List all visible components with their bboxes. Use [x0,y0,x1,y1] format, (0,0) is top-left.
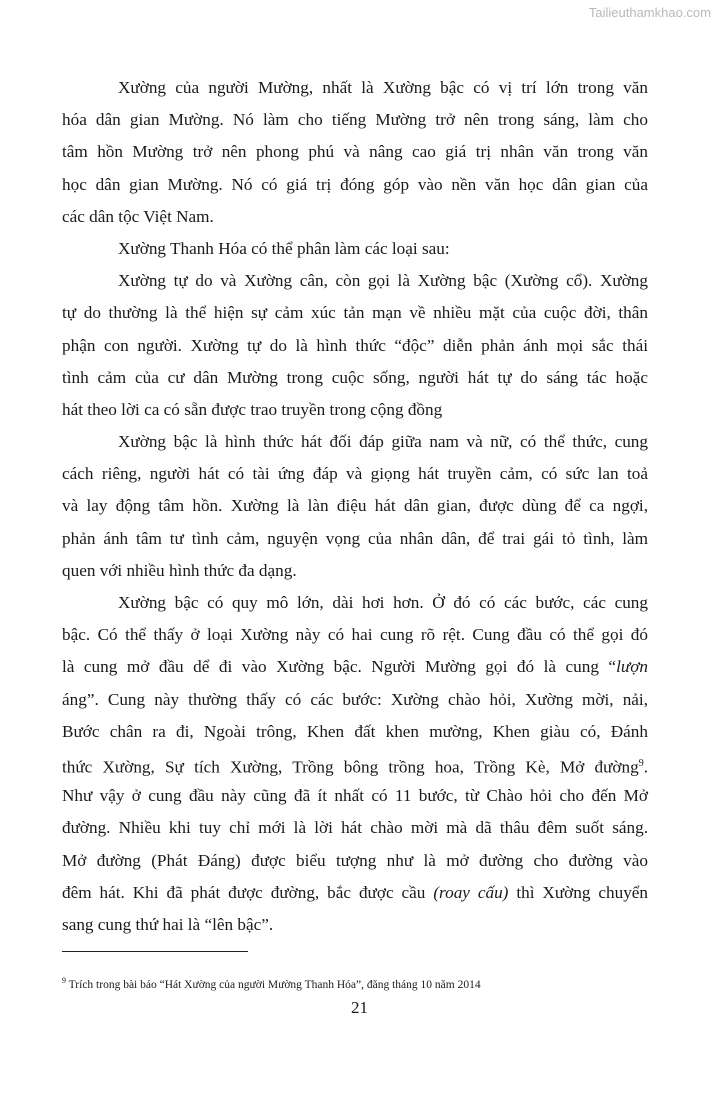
text-line: tự do thường là thể hiện sự cảm xúc tản mạn về nhiều mặt của cuộc đời, thân [62,303,648,323]
text-line: Như vậy ở cung đầu này cũng đã ít nhất có 11 bước, từ Chào hỏi cho đến Mở [62,786,648,806]
text-line: học dân gian Mường. Nó có giá trị đóng góp vào nền văn học dân gian của [62,174,648,194]
text-segment: là cung mở đầu dể đi vào Xường bậc. Người Mường gọi đó là cung “ [62,657,617,677]
text-line: cách riêng, người hát có tài ứng đáp và giọng hát truyền cảm, có sức lan toả [62,464,648,484]
text-line: hóa dân gian Mường. Nó làm cho tiếng Mường trở nên trong sáng, làm cho [62,110,648,130]
text-line [62,877,648,909]
text-segment: thì Xường chuyển [508,882,649,902]
text-line: Xường của người Mường, nhất là Xường bậc có vị trí lớn trong văn [118,78,648,97]
text-line: đường. Nhiều khi tuy chỉ mới là lời hát chào mời mà dã thâu đêm suốt sáng. [62,818,648,838]
text-line: và lay động tâm hồn. Xường là làn điệu hát dân gian, được dùng để ca ngợi, [62,496,648,516]
text-segment: thức Xường, Sự tích Xường, Trồng bông trồng hoa, Trồng Kè, Mở đường [62,757,639,777]
italic-term: lượn [616,657,648,677]
text-line: Xường tự do và Xường cân, còn gọi là Xường bậc (Xường cổ). Xường [118,271,648,291]
footnote-divider [62,951,248,952]
page-number: 21 [351,998,368,1017]
text-line [62,651,648,683]
text-line: quen với nhiều hình thức đa dạng. [62,560,297,580]
text-line: Xường Thanh Hóa có thể phân làm các loại sau: [118,238,450,258]
footnote-ref[interactable]: 9 [638,757,644,769]
text-line: phận con người. Xường tự do là hình thức “độc” diễn phản ánh mọi sắc thái [62,335,648,355]
text-segment: . [643,757,648,777]
text-line: Bước chân ra đi, Ngoài trông, Khen đất khen mường, Khen giàu có, Đánh [62,721,648,741]
text-line: bậc. Có thể thấy ở loại Xường này có hai cung rõ rệt. Cung đầu có thể gọi đó [62,625,648,645]
text-line: hát theo lời ca có sẵn được trao truyền trong cộng đồng [62,399,443,419]
body-text [62,72,648,941]
text-line: phản ánh tâm tư tình cảm, nguyện vọng của nhân dân, để trai gái tỏ tình, làm [62,528,648,548]
text-line: các dân tộc Việt Nam. [62,206,214,226]
text-line: Mở đường (Phát Đáng) được biểu tượng như là mở đường cho đường vào [62,850,648,870]
footnote-number: 9 [62,976,66,985]
text-line [62,748,648,780]
text-line: Xường bậc có quy mô lớn, dài hơi hơn. Ở đó có các bước, các cung [118,593,648,612]
text-line: sang cung thứ hai là “lên bậc”. [62,914,274,934]
text-line: Xường bậc là hình thức hát đối đáp giữa nam và nữ, có thể thức, cung [118,432,648,452]
footnote-text: Trích trong bài báo “Hát Xường của người Mường Thanh Hóa”, đăng tháng 10 năm 2014 [68,978,481,991]
footnote [62,976,481,991]
text-line: tâm hồn Mường trở nên phong phú và nâng cao giá trị nhân văn trong văn [62,142,648,162]
text-segment: đêm hát. Khi đã phát được đường, bắc được cầu [62,882,434,902]
italic-term: (roay cấu) [433,882,509,902]
text-line: áng”. Cung này thường thấy có các bước: Xường chào hỏi, Xường mời, nải, [62,689,648,709]
watermark: Tailieuthamkhao.com [588,5,711,20]
text-line: tình cảm của cư dân Mường trong cuộc sống, người hát tự do sáng tác hoặc [62,367,648,387]
